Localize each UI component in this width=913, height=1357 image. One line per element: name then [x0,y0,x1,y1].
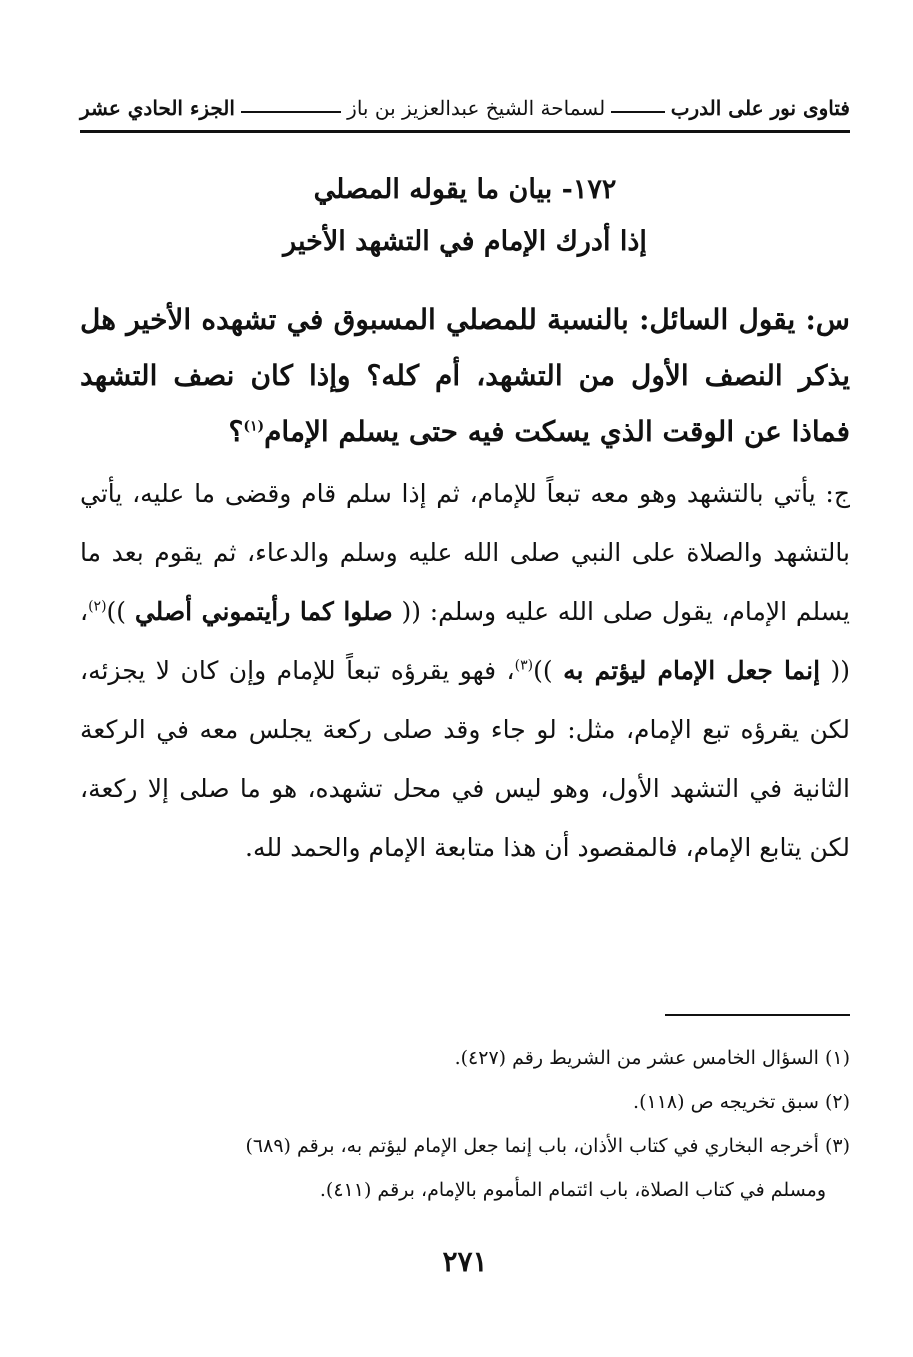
footnote-ref-1: (١) [243,418,265,435]
header-dash-long [241,111,341,113]
hadith-quote-2: إنما جعل الإمام ليؤتم به [563,656,821,685]
header-dash [611,111,664,113]
answer-separator: ، (( [80,597,851,685]
header-rule [80,130,850,133]
section-title: ١٧٢- بيان ما يقوله المصلي [313,174,617,205]
question-end: ؟ [228,415,244,448]
header-author: لسماحة الشيخ عبدالعزيز بن باز [347,96,606,120]
hadith-close-1: )) [106,597,127,626]
hadith-quote-1: صلوا كما رأيتموني أصلي [134,597,393,626]
footnote-2: (٢) سبق تخريجه ص (١١٨). [633,1091,850,1113]
header-book-title: فتاوى نور على الدرب [670,96,850,120]
footnotes [80,1036,850,1212]
question-text: س: يقول السائل: بالنسبة للمصلي المسبوق في تشهده الأخير هل يذكر النصف الأول من التشهد، أم كله؟ وإذا كان نصف التشهد فماذا عن الوقت الذي يسكت فيه حتى يسلم الإمام [80,303,850,448]
section-subtitle: إذا أدرك الإمام في التشهد الأخير [283,226,647,257]
hadith-close-2: )) [533,656,553,685]
page-number: ٢٧١ [442,1245,488,1278]
footnote-ref-3: (٣) [514,657,534,674]
footnote-3-continued: ومسلم في كتاب الصلاة، باب ائتمام المأموم بالإمام، برقم (٤١١). [319,1179,826,1201]
footnote-1: (١) السؤال الخامس عشر من الشريط رقم (٤٢٧). [454,1047,850,1069]
footnote-separator [665,1014,850,1016]
answer-part1: ج: يأتي بالتشهد وهو معه تبعاً للإمام، ثم إذا سلم قام وقضى ما عليه، يأتي بالتشهد والصلاة على النبي صلى الله عليه وسلم والدعاء، ثم يقوم بعد ما يسلم الإمام، يقول صلى الله عليه وسلم: (( [80,479,850,626]
header-volume: الجزء الحادي عشر [80,96,235,120]
running-header [80,88,850,128]
footnote-ref-2: (٢) [88,598,107,615]
question-paragraph [80,292,850,460]
footnote-3: (٣) أخرجه البخاري في كتاب الأذان، باب إنما جعل الإمام ليؤتم به، برقم (٦٨٩) [245,1135,850,1157]
answer-paragraph [80,464,850,877]
answer-part2: ، فهو يقرؤه تبعاً للإمام وإن كان لا يجزئه، لكن يقرؤه تبع الإمام، مثل: لو جاء وقد صلى ركعة يجلس معه في الركعة الثانية في التشهد الأول، وهو ليس في محل تشهده، هو ما صلى إلا ركعة، لكن يتابع الإمام، فالمقصود أن هذا متابعة الإمام والحمد لله. [80,656,850,862]
